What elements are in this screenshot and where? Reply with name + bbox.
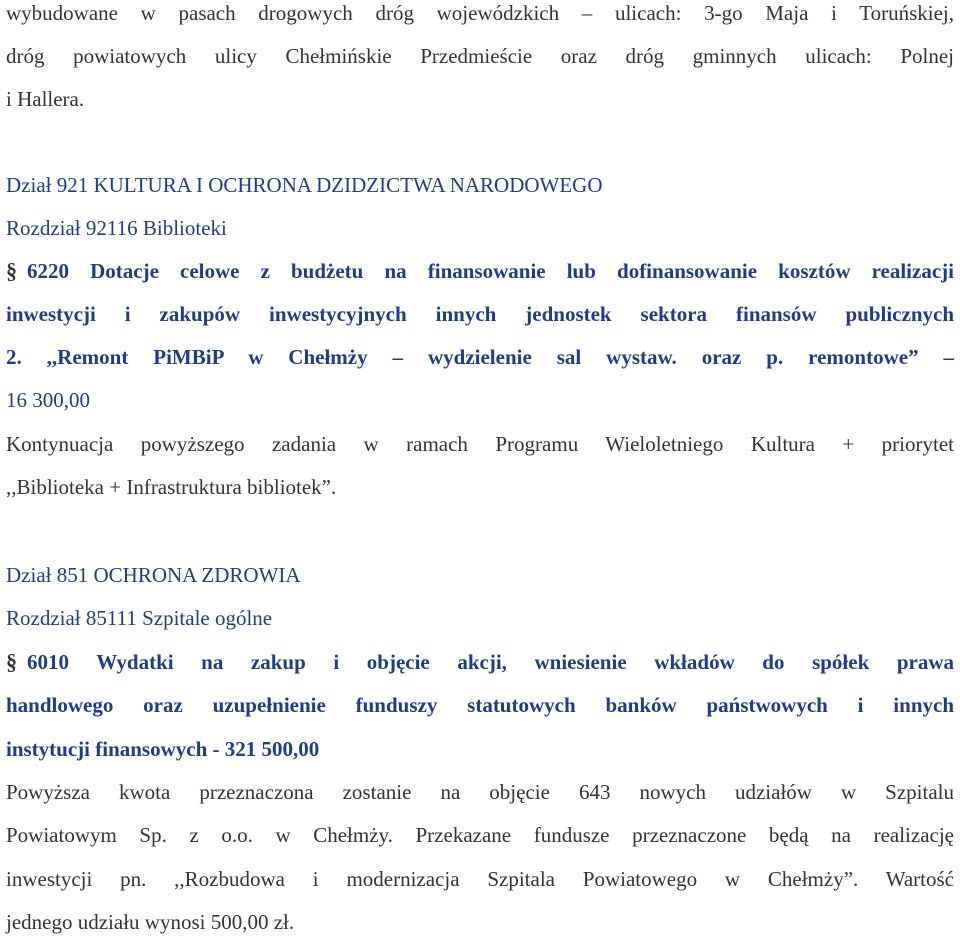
paragraph-6010-line-1	[6, 649, 954, 675]
rozdzial-92116-heading: Rozdział 92116 Biblioteki	[6, 216, 227, 240]
intro-line-2: dróg powiatowych ulicy Chełmińskie Przedmieście oraz dróg gminnych ulicach: Polnej	[6, 44, 954, 68]
intro-line-1: wybudowane w pasach drogowych dróg wojewódzkich – ulicach: 3-go Maja i Toruńskiej,	[6, 1, 954, 25]
section-sign-icon: §	[6, 649, 17, 674]
desc-851-line-4: jednego udziału wynosi 500,00 zł.	[6, 910, 295, 934]
dzial-921-heading: Dział 921 KULTURA I OCHRONA DZIDZICTWA NARODOWEGO	[6, 173, 603, 197]
rozdzial-85111-heading: Rozdział 85111 Szpitale ogólne	[6, 606, 273, 630]
task-amount: 16 300,00	[6, 388, 90, 412]
desc-851-line-1: Powyższa kwota przeznaczona zostanie na objęcie 643 nowych udziałów w Szpitalu	[6, 780, 954, 804]
paragraph-6220-line-2: inwestycji i zakupów inwestycyjnych innych jednostek sektora finansów publicznych	[6, 302, 954, 326]
desc-921-line-2: ,,Biblioteka + Infrastruktura bibliotek”.	[6, 475, 337, 499]
desc-851-line-2: Powiatowym Sp. z o.o. w Chełmży. Przekazane fundusze przeznaczone będą na realizację	[6, 823, 954, 847]
intro-line-3: i Hallera.	[6, 87, 85, 111]
dzial-851-heading: Dział 851 OCHRONA ZDROWIA	[6, 563, 301, 587]
desc-851-line-3: inwestycji pn. ,,Rozbudowa i modernizacja Szpitala Powiatowego w Chełmży”. Wartość	[6, 867, 954, 891]
section-sign-icon: §	[6, 258, 17, 283]
paragraph-6010-line-3: instytucji finansowych - 321 500,00	[6, 737, 320, 761]
paragraph-6010-line-2: handlowego oraz uzupełnienie funduszy statutowych banków państwowych i innych	[6, 693, 954, 717]
desc-921-line-1: Kontynuacja powyższego zadania w ramach Programu Wieloletniego Kultura + priorytet	[6, 432, 954, 456]
task-remont-pimbip: 2. ,,Remont PiMBiP w Chełmży – wydzielenie sal wystaw. oraz p. remontowe” –	[6, 345, 954, 369]
paragraph-6010-text: 6010 Wydatki na zakup i objęcie akcji, wniesienie wkładów do spółek prawa	[27, 650, 954, 674]
paragraph-6220-text: 6220 Dotacje celowe z budżetu na finansowanie lub dofinansowanie kosztów realizacji	[27, 259, 954, 283]
paragraph-6220-line-1	[6, 258, 954, 284]
